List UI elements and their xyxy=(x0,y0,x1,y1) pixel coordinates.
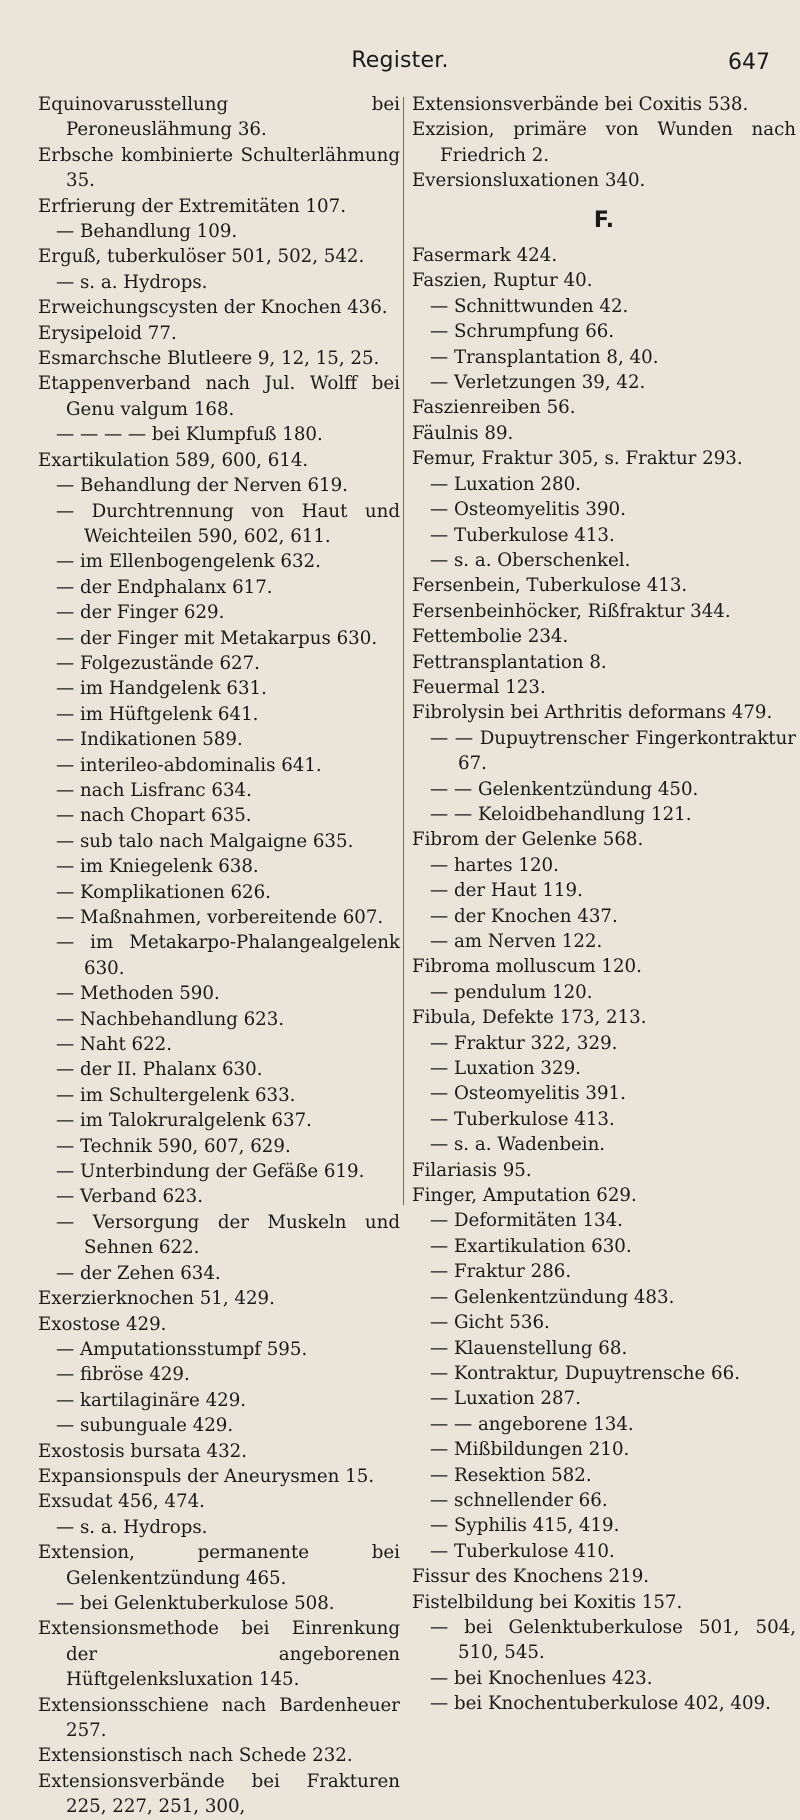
index-subentry: — im Talokruralgelenk 637. xyxy=(56,1110,312,1132)
index-entry: Exartikulation 589, 600, 614. xyxy=(38,449,309,471)
index-subentry: — Nachbehandlung 623. xyxy=(56,1008,285,1030)
index-subentry: — im Hüftgelenk 641. xyxy=(56,703,259,725)
index-subentry: — Schrumpfung 66. xyxy=(430,321,615,343)
index-entry: Fersenbein, Tuberkulose 413. xyxy=(412,575,688,597)
index-subentry: — Luxation 329. xyxy=(430,1058,581,1080)
index-subentry: — Transplantation 8, 40. xyxy=(430,346,659,368)
index-subentry: — am Nerven 122. xyxy=(430,931,603,952)
index-subentry: — Methoden 590. xyxy=(56,983,220,1005)
index-subentry: — Gicht 536. xyxy=(430,1312,550,1334)
index-entry: Extensionsmethode bei Einrenkung der angeborenen Hüftgelenksluxation 145. xyxy=(38,1618,400,1691)
index-subentry: — Klauenstellung 68. xyxy=(430,1337,628,1359)
index-subentry: — Gelenkentzündung 483. xyxy=(430,1286,675,1308)
index-subentry: — der Finger mit Metakarpus 630. xyxy=(56,627,378,649)
index-subentry: — s. a. Oberschenkel. xyxy=(430,549,631,571)
section-letter: F. xyxy=(593,207,615,233)
index-entry: Fäulnis 89. xyxy=(412,422,514,444)
index-subentry: — Unterbindung der Gefäße 619. xyxy=(56,1161,365,1183)
index-subentry: — der Zehen 634. xyxy=(56,1262,221,1284)
index-subentry: — der Endphalanx 617. xyxy=(56,576,273,598)
index-entry: Fibroma molluscum 120. xyxy=(412,956,642,978)
index-subentry: — bei Gelenktuberkulose 501, 504, 510, 545. xyxy=(430,1616,796,1664)
index-subentry: — sub talo nach Malgaigne 635. xyxy=(56,830,354,852)
index-entry: Extension, permanente bei Gelenkentzündung 465. xyxy=(38,1542,400,1589)
index-subentry: — der II. Phalanx 630. xyxy=(56,1059,263,1081)
index-subentry: — Behandlung 109. xyxy=(56,221,238,243)
index-entry: Fibula, Defekte 173, 213. xyxy=(412,1007,647,1029)
index-subentry: — Folgezustände 627. xyxy=(56,652,260,674)
index-entry: Esmarchsche Blutleere 9, 12, 15, 25. xyxy=(38,348,380,370)
index-entry: Erfrierung der Extremitäten 107. xyxy=(38,195,346,217)
index-subentry: — Luxation 287. xyxy=(430,1388,581,1410)
index-subentry: — Syphilis 415, 419. xyxy=(430,1515,620,1537)
index-subentry: — der Knochen 437. xyxy=(430,905,618,927)
index-entry: Femur, Fraktur 305, s. Fraktur 293. xyxy=(412,448,743,470)
index-subentry: — kartilaginäre 429. xyxy=(56,1389,247,1411)
index-subentry: — Tuberkulose 410. xyxy=(430,1540,615,1562)
index-entry: Erguß, tuberkulöser 501, 502, 542. xyxy=(38,246,365,268)
index-entry: Exzision, primäre von Wunden nach Friedrich 2. xyxy=(412,119,796,166)
index-entry: Extensionstisch nach Schede 232. xyxy=(38,1745,353,1767)
index-subentry: — der Finger 629. xyxy=(56,602,225,624)
index-entry: Erysipeloid 77. xyxy=(38,322,177,344)
index-subentry: — interileo-abdominalis 641. xyxy=(56,754,322,776)
index-entry: Faszienreiben 56. xyxy=(412,397,576,419)
index-entry: Exostose 429. xyxy=(38,1313,167,1335)
index-entry: Fettembolie 234. xyxy=(412,626,569,648)
index-subentry: — Kontraktur, Dupuytrensche 66. xyxy=(430,1362,740,1384)
index-subentry: — im Ellenbogengelenk 632. xyxy=(56,551,321,573)
index-subentry: — — angeborene 134. xyxy=(430,1413,634,1435)
index-subentry: — Tuberkulose 413. xyxy=(430,1108,615,1130)
index-entry: Extensionsverbände bei Coxitis 538. xyxy=(412,94,749,115)
index-entry: Fistelbildung bei Koxitis 157. xyxy=(412,1591,683,1613)
index-subentry: — Indikationen 589. xyxy=(56,729,243,751)
index-subentry: — nach Lisfranc 634. xyxy=(56,779,252,801)
index-subentry: — Verletzungen 39, 42. xyxy=(430,372,646,394)
index-subentry: — Durchtrennung von Haut und Weichteilen 590, 602, 611. xyxy=(56,500,400,547)
index-subentry: — Technik 590, 607, 629. xyxy=(56,1135,291,1157)
index-subentry: — Versorgung der Muskeln und Sehnen 622. xyxy=(56,1211,400,1259)
index-subentry: — Osteomyelitis 390. xyxy=(430,499,626,521)
index-subentry: — hartes 120. xyxy=(430,854,559,876)
index-subentry: — bei Knochenlues 423. xyxy=(430,1667,653,1689)
index-subentry: — pendulum 120. xyxy=(430,981,593,1003)
index-subentry: — schnellender 66. xyxy=(430,1489,608,1511)
index-entry: Exsudat 456, 474. xyxy=(38,1491,205,1513)
index-entry: Finger, Amputation 629. xyxy=(412,1185,637,1207)
right-column-entries xyxy=(412,243,796,1717)
index-subentry: — — Keloidbehandlung 121. xyxy=(430,803,692,825)
index-entry: Fasermark 424. xyxy=(412,245,558,267)
index-subentry: — der Haut 119. xyxy=(430,880,583,902)
index-entry: Extensionsschiene nach Bardenheuer 257. xyxy=(38,1694,400,1741)
index-entry: Equinovarusstellung bei Peroneuslähmung 36. xyxy=(38,94,400,141)
index-subentry: — Amputationsstumpf 595. xyxy=(56,1338,308,1360)
index-entry: Exostosis bursata 432. xyxy=(38,1440,247,1462)
index-subentry: — subunguale 429. xyxy=(56,1415,234,1437)
index-subentry: — Schnittwunden 42. xyxy=(430,295,629,317)
index-subentry: — Maßnahmen, vorbereitende 607. xyxy=(56,907,384,928)
index-subentry: — Mißbildungen 210. xyxy=(430,1439,630,1461)
column-divider xyxy=(403,97,404,1205)
index-subentry: — s. a. Wadenbein. xyxy=(430,1134,606,1156)
index-subentry: — bei Knochentuberkulose 402, 409. xyxy=(430,1693,771,1715)
index-subentry: — fibröse 429. xyxy=(56,1364,190,1386)
index-subentry: — Naht 622. xyxy=(56,1034,173,1056)
left-column xyxy=(38,92,400,1820)
index-entry: Exerzierknochen 51, 429. xyxy=(38,1288,275,1310)
index-entry: Eversionsluxationen 340. xyxy=(412,170,646,192)
index-subentry: — Osteomyelitis 391. xyxy=(430,1083,626,1105)
index-subentry: — bei Gelenktuberkulose 508. xyxy=(56,1592,335,1614)
index-subentry: — Luxation 280. xyxy=(430,473,581,495)
index-entry: Fibrolysin bei Arthritis deformans 479. xyxy=(412,702,773,724)
running-title: Register. xyxy=(351,48,449,73)
right-column-continuation xyxy=(412,92,796,194)
index-subentry: — im Metakarpo-Phalangealgelenk 630. xyxy=(56,932,400,979)
page-number: 647 xyxy=(728,50,770,75)
index-entry: Etappenverband nach Jul. Wolff bei Genu valgum 168. xyxy=(38,373,400,420)
index-entry: Feuermal 123. xyxy=(412,676,546,698)
index-entry: Fersenbeinhöcker, Rißfraktur 344. xyxy=(412,600,731,622)
index-subentry: — Verband 623. xyxy=(56,1186,204,1208)
index-entry: Expansionspuls der Aneurysmen 15. xyxy=(38,1465,375,1487)
index-subentry: — s. a. Hydrops. xyxy=(56,271,208,293)
index-entry: Fissur des Knochens 219. xyxy=(412,1566,650,1588)
index-entry: Filariasis 95. xyxy=(412,1159,532,1181)
index-subentry: — Tuberkulose 413. xyxy=(430,524,615,546)
index-entry: Fettransplantation 8. xyxy=(412,651,607,673)
index-entry: Erbsche kombinierte Schulterlähmung 35. xyxy=(38,144,400,192)
index-subentry: — — Dupuytrenscher Fingerkontraktur 67. xyxy=(430,727,796,775)
index-subentry: — Deformitäten 134. xyxy=(430,1210,623,1232)
index-subentry: — Fraktur 286. xyxy=(430,1261,572,1283)
index-subentry: — Exartikulation 630. xyxy=(430,1235,632,1257)
index-subentry: — Fraktur 322, 329. xyxy=(430,1032,618,1054)
index-subentry: — — — — bei Klumpfuß 180. xyxy=(56,424,323,446)
index-entry: Fibrom der Gelenke 568. xyxy=(412,829,644,851)
index-entry: Faszien, Ruptur 40. xyxy=(412,270,593,292)
index-entry: Extensionsverbände bei Frakturen 225, 227, 251, 300, xyxy=(38,1770,400,1818)
index-subentry: — nach Chopart 635. xyxy=(56,805,252,827)
index-entry: Erweichungscysten der Knochen 436. xyxy=(38,297,388,319)
right-column xyxy=(412,92,796,1717)
index-subentry: — im Kniegelenk 638. xyxy=(56,856,259,878)
index-subentry: — Resektion 582. xyxy=(430,1464,592,1486)
index-subentry: — s. a. Hydrops. xyxy=(56,1516,208,1538)
index-subentry: — — Gelenkentzündung 450. xyxy=(430,778,699,800)
index-subentry: — Behandlung der Nerven 619. xyxy=(56,475,348,497)
index-subentry: — Komplikationen 626. xyxy=(56,881,271,903)
index-subentry: — im Schultergelenk 633. xyxy=(56,1084,296,1106)
index-subentry: — im Handgelenk 631. xyxy=(56,678,267,700)
